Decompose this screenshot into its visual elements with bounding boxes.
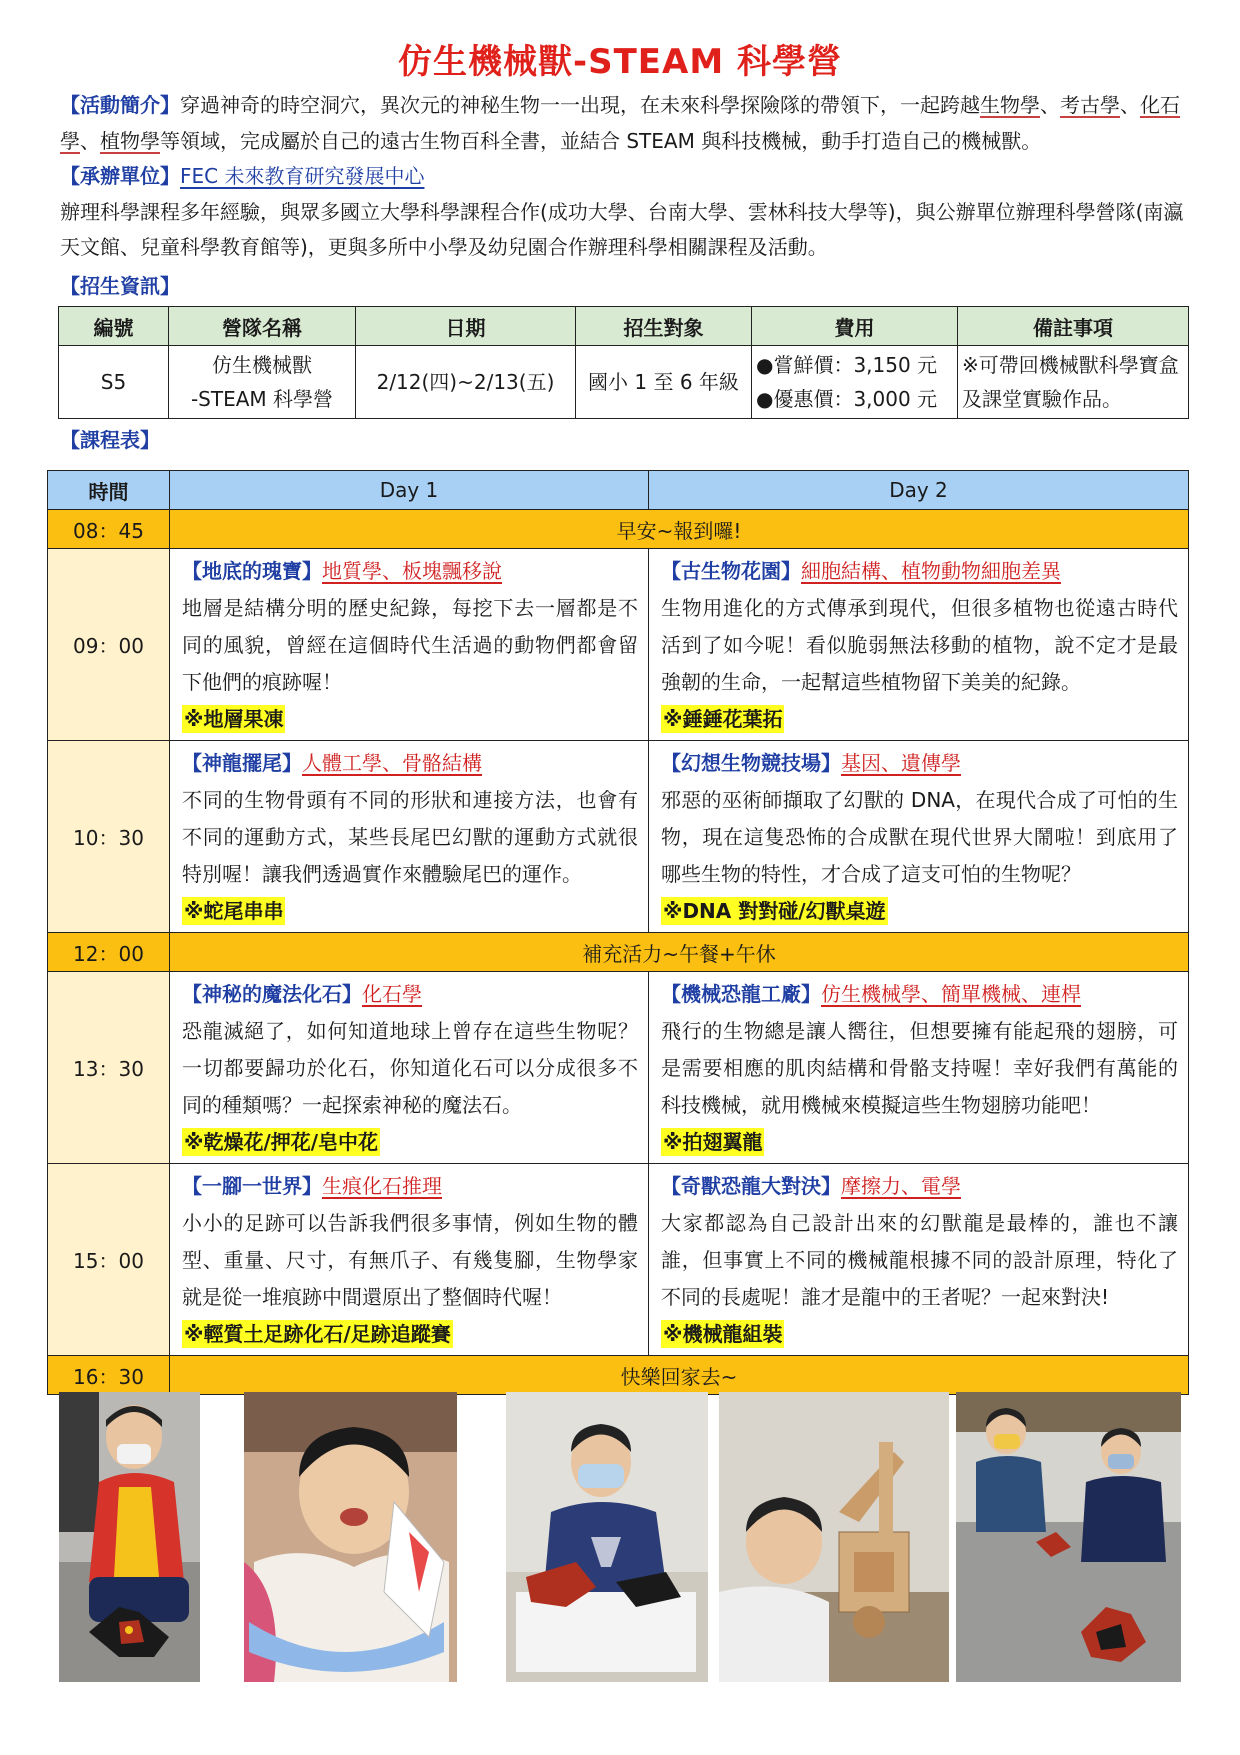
enrollment-row	[59, 346, 1189, 419]
lesson-topic: 仿生機械學、簡單機械、連桿	[821, 982, 1081, 1006]
fee-discount: ●優惠價：3,000 元	[756, 387, 938, 411]
lesson-activity: ※乾燥花/押花/皂中花	[184, 1130, 379, 1154]
photo-image	[956, 1392, 1181, 1682]
lesson-topic: 化石學	[362, 982, 422, 1006]
day2-lesson	[649, 972, 1189, 1164]
camp-name	[169, 346, 356, 419]
lesson-title: 【古生物花園】	[661, 559, 801, 583]
camp-name-line: -STEAM 科學營	[190, 387, 334, 411]
intro-separator: 、	[80, 128, 100, 153]
lesson-heading	[661, 976, 1178, 1013]
lesson-topic: 人體工學、骨骼結構	[302, 751, 482, 775]
band-text: 快樂回家去~	[170, 1356, 1189, 1395]
organizer-line	[60, 159, 1190, 195]
lesson-description: 不同的生物骨頭有不同的形狀和連接方法，也會有不同的運動方式，某些長尾巴幻獸的運動方式就很特別喔！讓我們透過實作來體驗尾巴的運作。	[182, 788, 638, 886]
band-text: 早安~報到囉!	[170, 510, 1189, 549]
enrollment-header-row	[59, 307, 1189, 346]
time-cell: 16：30	[48, 1356, 170, 1395]
day2-lesson	[649, 549, 1189, 741]
lesson-title: 【地底的瑰寶】	[182, 559, 322, 583]
day2-lesson	[649, 1164, 1189, 1356]
enrollment-table	[58, 306, 1189, 419]
intro-text-rest: 等領域，完成屬於自己的遠古生物百科全書，並結合 STEAM 與科技機械，動手打造自己的機械獸。	[160, 128, 1042, 153]
lesson-heading	[661, 553, 1178, 590]
lesson-activity: ※蛇尾串串	[184, 899, 284, 923]
header-target: 招生對象	[576, 307, 752, 346]
lesson-description: 大家都認為自己設計出來的幻獸龍是最棒的，誰也不讓誰，但事實上不同的機械龍根據不同的設計原理，特化了不同的長處呢！誰才是龍中的王者呢？一起來對決!	[661, 1211, 1178, 1309]
keyword-botany: 植物學	[100, 128, 160, 153]
keyword-biology: 生物學	[980, 93, 1040, 117]
photo-image	[244, 1392, 457, 1682]
photo-image	[719, 1392, 949, 1682]
lesson-activity: ※地層果凍	[184, 707, 284, 731]
time-cell: 09：00	[48, 549, 170, 741]
photo-image	[59, 1392, 200, 1682]
time-cell: 08：45	[48, 510, 170, 549]
camp-fee	[752, 346, 958, 419]
header-code: 編號	[59, 307, 169, 346]
enrollment-label: 【招生資訊】	[60, 274, 180, 298]
intro-separator: 、	[1120, 93, 1140, 117]
organizer-link[interactable]: FEC 未來教育研究發展中心	[180, 164, 425, 188]
photo-boy-craft	[244, 1392, 457, 1682]
day1-lesson	[170, 972, 649, 1164]
lesson-activity: ※輕質土足跡化石/足跡追蹤賽	[184, 1322, 451, 1346]
organizer-description: 辦理科學課程多年經驗，與眾多國立大學科學課程合作(成功大學、台南大學、雲林科技大學等)，與公辦單位辦理科學營隊(南瀛天文館、兒童科學教育館等)，更與多所中小學及幼兒園合作辦理科學相關課程及活動。	[60, 199, 1184, 259]
photo-boys-robot-battle	[956, 1392, 1181, 1682]
lesson-heading	[182, 1168, 638, 1205]
intro-section	[60, 88, 1190, 266]
intro-separator: 、	[1040, 93, 1060, 117]
lesson-activity: ※錘錘花葉拓	[663, 707, 783, 731]
lesson-description: 恐龍滅絕了，如何知道地球上曾存在這些生物呢？一切都要歸功於化石，你知道化石可以分成很多不同的種類嗎？一起探索神秘的魔法石。	[182, 1019, 638, 1117]
lesson-topic: 細胞結構、植物動物細胞差異	[801, 559, 1061, 583]
keyword-archaeology: 考古學	[1060, 93, 1120, 117]
photo-image	[506, 1392, 708, 1682]
time-cell: 10：30	[48, 741, 170, 933]
header-day2: Day 2	[649, 471, 1189, 510]
schedule-table	[47, 470, 1189, 1395]
lesson-title: 【一腳一世界】	[182, 1174, 322, 1198]
activity-intro	[60, 88, 1190, 159]
photo-boy-mask-kit	[506, 1392, 708, 1682]
day1-lesson	[170, 549, 649, 741]
schedule-band-row	[48, 933, 1189, 972]
photo-boy-robot	[59, 1392, 200, 1682]
lesson-topic: 地質學、板塊飄移說	[322, 559, 502, 583]
fee-trial: ●嘗鮮價：3,150 元	[756, 353, 938, 377]
header-time: 時間	[48, 471, 170, 510]
lesson-title: 【機械恐龍工廠】	[661, 982, 821, 1006]
camp-name-line: 仿生機械獸	[212, 353, 312, 377]
lesson-activity: ※機械龍組裝	[663, 1322, 783, 1346]
header-notes: 備註事項	[958, 307, 1189, 346]
time-cell: 15：00	[48, 1164, 170, 1356]
lesson-title: 【神龍擺尾】	[182, 751, 302, 775]
schedule-row	[48, 549, 1189, 741]
schedule-header-row	[48, 471, 1189, 510]
lesson-heading	[661, 1168, 1178, 1205]
lesson-description: 邪惡的巫術師擷取了幻獸的 DNA，在現代合成了可怕的生物，現在這隻恐怖的合成獸在現代世界大鬧啦！到底用了哪些生物的特性，才合成了這支可怕的生物呢？	[661, 788, 1178, 886]
schedule-row	[48, 1164, 1189, 1356]
schedule-band-row	[48, 1356, 1189, 1395]
photo-strip	[0, 1392, 1240, 1682]
lesson-title: 【神秘的魔法化石】	[182, 982, 362, 1006]
schedule-band-row	[48, 510, 1189, 549]
day2-lesson	[649, 741, 1189, 933]
lesson-description: 地層是結構分明的歷史紀錄，每挖下去一層都是不同的風貌，曾經在這個時代生活過的動物們都會留下他們的痕跡喔！	[182, 596, 638, 694]
keyword-paleontology: 化石學	[60, 93, 1180, 153]
header-fee: 費用	[752, 307, 958, 346]
lesson-topic: 生痕化石推理	[322, 1174, 442, 1198]
band-text: 補充活力~午餐+午休	[170, 933, 1189, 972]
lesson-description: 飛行的生物總是讓人嚮往，但想要擁有能起飛的翅膀，可是需要相應的肌肉結構和骨骼支持喔！幸好我們有萬能的科技機械，就用機械來模擬這些生物翅膀功能吧！	[661, 1019, 1178, 1117]
camp-note: ※可帶回機械獸科學寶盒及課堂實驗作品。	[958, 346, 1189, 419]
time-cell: 12：00	[48, 933, 170, 972]
day1-lesson	[170, 741, 649, 933]
camp-target: 國小 1 至 6 年級	[576, 346, 752, 419]
day1-lesson	[170, 1164, 649, 1356]
header-day1: Day 1	[170, 471, 649, 510]
lesson-heading	[661, 745, 1178, 782]
lesson-topic: 基因、遺傳學	[841, 751, 961, 775]
organizer-label: 【承辦單位】	[60, 164, 180, 188]
camp-code: S5	[59, 346, 169, 419]
lesson-description: 生物用進化的方式傳承到現代，但很多植物也從遠古時代活到了如今呢！看似脆弱無法移動的植物，說不定才是最強韌的生命，一起幫這些植物留下美美的紀錄。	[661, 596, 1178, 694]
schedule-label: 【課程表】	[60, 428, 160, 452]
lesson-description: 小小的足跡可以告訴我們很多事情，例如生物的體型、重量、尺寸，有無爪子、有幾隻腳，生物學家就是從一堆痕跡中間還原出了整個時代喔！	[182, 1211, 638, 1309]
camp-date: 2/12(四)~2/13(五)	[356, 346, 576, 419]
intro-label: 【活動簡介】	[60, 93, 180, 117]
lesson-title: 【幻想生物競技場】	[661, 751, 841, 775]
lesson-topic: 摩擦力、電學	[841, 1174, 961, 1198]
page-title: 仿生機械獸-STEAM 科學營	[397, 42, 842, 82]
lesson-activity: ※DNA 對對碰/幻獸桌遊	[663, 899, 886, 923]
lesson-title: 【奇獸恐龍大對決】	[661, 1174, 841, 1198]
schedule-row	[48, 972, 1189, 1164]
lesson-activity: ※拍翅翼龍	[663, 1130, 763, 1154]
header-date: 日期	[356, 307, 576, 346]
time-cell: 13：30	[48, 972, 170, 1164]
schedule-row	[48, 741, 1189, 933]
intro-text: 穿過神奇的時空洞穴，異次元的神秘生物一一出現，在未來科學探險隊的帶領下，一起跨越	[180, 93, 980, 117]
photo-boy-wooden-model	[719, 1392, 949, 1682]
lesson-heading	[182, 745, 638, 782]
header-camp-name: 營隊名稱	[169, 307, 356, 346]
lesson-heading	[182, 553, 638, 590]
lesson-heading	[182, 976, 638, 1013]
